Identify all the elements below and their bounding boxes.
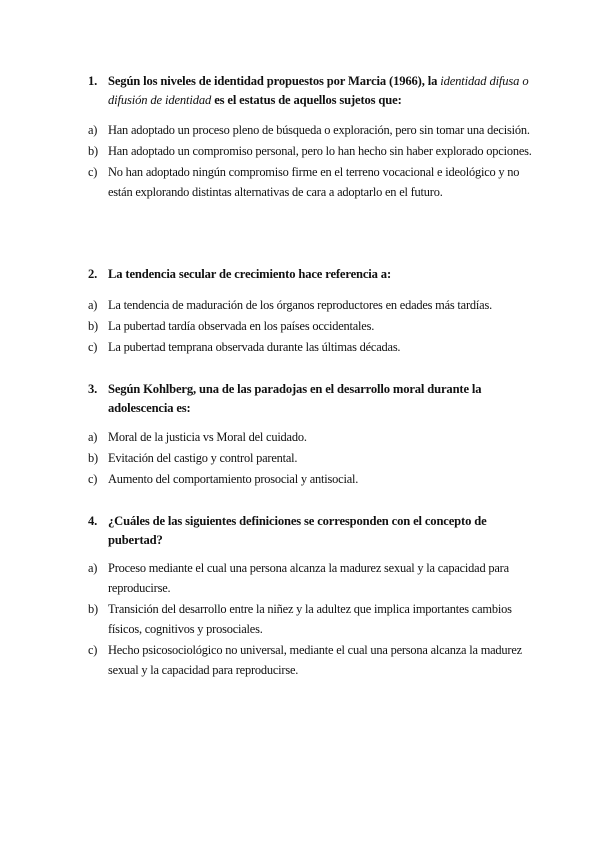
option-a [88,295,538,315]
option-b [88,448,538,468]
option-c [88,162,538,202]
question-heading [88,265,538,284]
option-letter: a) [88,430,98,444]
option-letter: a) [88,561,98,575]
option-letter: c) [88,340,98,354]
option-letter: a) [88,298,98,312]
option-list [88,120,538,203]
question-number: 3. [88,382,98,396]
option-text: No han adoptado ningún compromiso firme en el terreno vocacional e ideológico y no están explorando distintas alternativas de cara a adoptarlo en el futuro. [108,165,520,199]
question-3 [88,380,538,486]
question-text-part: es el estatus de aquellos sujetos que: [211,93,402,107]
option-b [88,141,538,161]
question-text: La tendencia secular de crecimiento hace referencia a: [108,267,391,281]
question-heading [88,72,538,110]
question-number: 4. [88,514,98,528]
option-text: Han adoptado un compromiso personal, pero lo han hecho sin haber explorado opciones. [108,144,532,158]
option-text: Moral de la justicia vs Moral del cuidado. [108,430,307,444]
option-text: Evitación del castigo y control parental. [108,451,298,465]
option-text: Hecho psicosociológico no universal, mediante el cual una persona alcanza la madurez sexual y la capacidad para reproducirse. [108,643,522,677]
question-text: ¿Cuáles de las siguientes definiciones se corresponden con el concepto de pubertad? [108,514,487,547]
option-letter: a) [88,123,98,137]
question-number: 1. [88,74,98,88]
option-text: Aumento del comportamiento prosocial y antisocial. [108,472,359,486]
option-a [88,427,538,447]
question-1 [88,72,538,199]
option-list [88,295,538,358]
question-number: 2. [88,267,98,281]
option-text: Proceso mediante el cual una persona alcanza la madurez sexual y la capacidad para reproducirse. [108,561,509,595]
question-2 [88,265,538,354]
option-list [88,558,538,681]
option-text: Han adoptado un proceso pleno de búsqueda o exploración, pero sin tomar una decisión. [108,123,530,137]
option-text: La tendencia de maduración de los órganos reproductores en edades más tardías. [108,298,492,312]
question-4 [88,512,538,677]
option-c [88,337,538,357]
question-text-part: Según los niveles de identidad propuestos por Marcia (1966), la [108,74,441,88]
option-c [88,640,538,680]
option-letter: c) [88,472,98,486]
option-letter: b) [88,602,98,616]
option-letter: c) [88,643,98,657]
option-list [88,427,538,490]
option-a [88,558,538,598]
option-letter: c) [88,165,98,179]
question-text [108,72,538,110]
option-text: Transición del desarrollo entre la niñez y la adultez que implica importantes cambios físicos, cognitivos y prosociales. [108,602,512,636]
option-b [88,316,538,336]
option-letter: b) [88,319,98,333]
option-text: La pubertad tardía observada en los países occidentales. [108,319,375,333]
option-text: La pubertad temprana observada durante las últimas décadas. [108,340,401,354]
question-heading [88,380,538,418]
question-text-italic: identidad difusa o difusión de identidad [108,74,529,107]
option-letter: b) [88,451,98,465]
option-a [88,120,538,140]
question-text: Según Kohlberg, una de las paradojas en el desarrollo moral durante la adolescencia es: [108,382,482,415]
option-letter: b) [88,144,98,158]
option-b [88,599,538,639]
option-c [88,469,538,489]
question-heading [88,512,538,550]
